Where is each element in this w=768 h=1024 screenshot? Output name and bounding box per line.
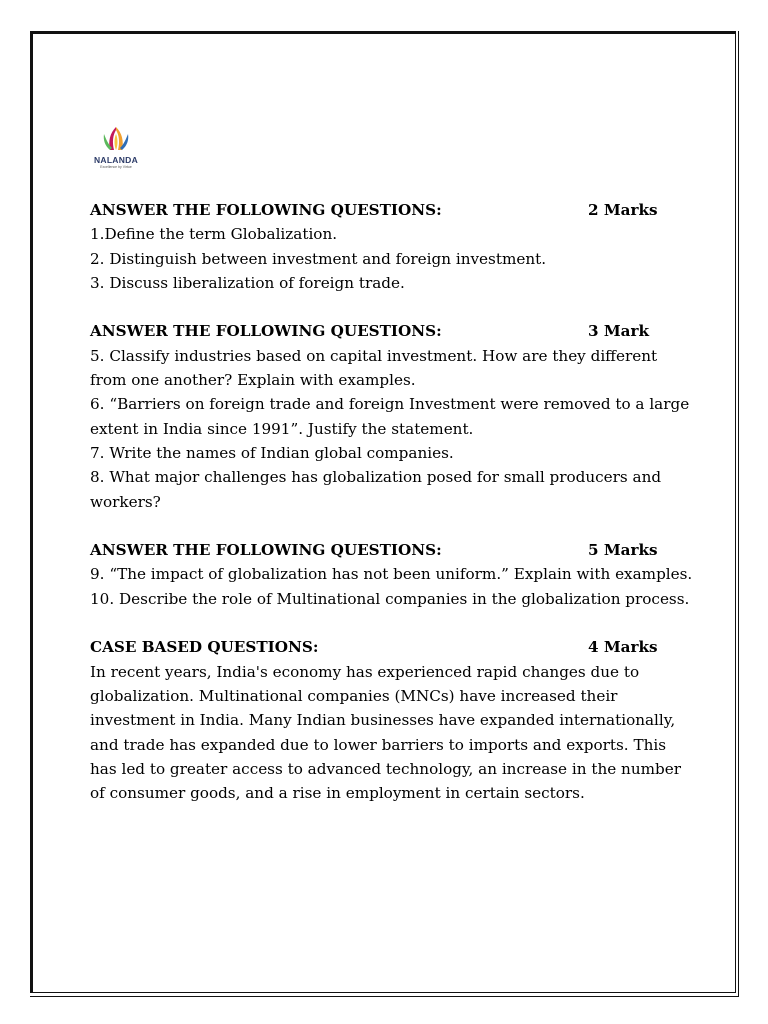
nalanda-logo (88, 124, 144, 174)
question: 8. What major challenges has globalization posed for small producers and workers? (90, 468, 662, 511)
logo-tagline: Excellence by Virtue (100, 165, 132, 169)
case-passage: In recent years, India's economy has experienced rapid changes due to globalization. Multinational companies (MNCs) have increased their investment in India. Many Indian businesses have expanded internationally, and trade has expanded due to lower barriers to imports and exports. This has led to greater access to advanced technology, an increase in the number of consumer goods, and a rise in employment in certain sectors. (90, 662, 681, 803)
section-marks: 5 Marks (588, 541, 658, 560)
section-heading (90, 198, 690, 222)
question: 3. Discuss liberalization of foreign trade. (90, 273, 405, 292)
section-title: ANSWER THE FOLLOWING QUESTIONS: (90, 201, 442, 219)
question: 1.Define the term Globalization. (90, 225, 338, 244)
question: 7. Write the names of Indian global companies. (90, 443, 454, 462)
logo-name: NALANDA (93, 155, 139, 165)
question: 9. “The impact of globalization has not been uniform.” Explain with examples. (90, 565, 693, 584)
question: 2. Distinguish between investment and foreign investment. (90, 249, 547, 268)
question: 10. Describe the role of Multinational companies in the globalization process. (90, 589, 690, 608)
section-heading (90, 635, 690, 659)
section-title: ANSWER THE FOLLOWING QUESTIONS: (90, 541, 442, 560)
lotus-icon (88, 124, 144, 156)
section-title: CASE BASED QUESTIONS: (90, 638, 319, 657)
section-heading (90, 538, 690, 562)
section-marks: 2 Marks (588, 201, 658, 219)
section-marks: 3 Mark (588, 322, 650, 341)
question: 5. Classify industries based on capital investment. How are they different from one another? Explain with examples. (90, 346, 658, 390)
question: 6. “Barriers on foreign trade and foreign Investment were removed to a large extent in India since 1991”. Justify the statement. (90, 395, 690, 438)
section-title: ANSWER THE FOLLOWING QUESTIONS: (90, 322, 442, 341)
question-paper (90, 198, 693, 805)
section-marks: 4 Marks (588, 638, 658, 657)
section-heading (90, 319, 690, 343)
